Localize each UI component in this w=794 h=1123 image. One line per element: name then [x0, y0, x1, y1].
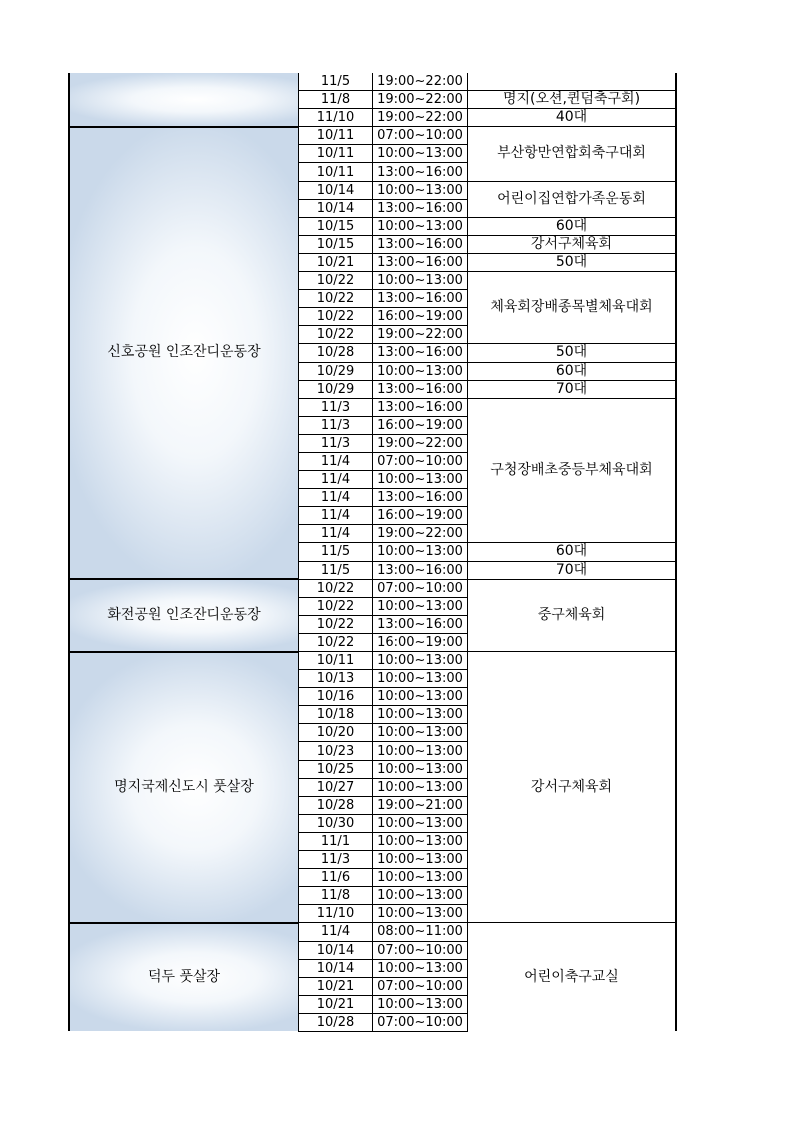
table-row [69, 127, 676, 145]
time-cell: 19:00~22:00 [373, 109, 468, 127]
date-cell: 11/10 [299, 905, 373, 923]
event-cell: 강서구체육회 [468, 235, 677, 253]
date-cell: 10/28 [299, 344, 373, 362]
time-cell: 19:00~22:00 [373, 91, 468, 109]
date-cell: 10/22 [299, 615, 373, 633]
time-cell: 10:00~13:00 [373, 869, 468, 887]
date-cell: 10/29 [299, 380, 373, 398]
table-row [69, 579, 676, 597]
time-cell: 13:00~16:00 [373, 235, 468, 253]
date-cell: 10/11 [299, 145, 373, 163]
time-cell: 10:00~13:00 [373, 742, 468, 760]
event-cell: 40대 [468, 109, 677, 127]
venue-name-cell: 덕두 풋살장 [69, 923, 299, 1032]
event-cell [468, 73, 677, 91]
date-cell: 11/4 [299, 452, 373, 470]
time-cell: 10:00~13:00 [373, 706, 468, 724]
time-cell: 10:00~13:00 [373, 760, 468, 778]
event-cell: 명지(오션,퀸덤축구회) [468, 91, 677, 109]
date-cell: 10/20 [299, 724, 373, 742]
date-cell: 10/30 [299, 814, 373, 832]
table-row [69, 923, 676, 941]
event-cell: 강서구체육회 [468, 652, 677, 923]
time-cell: 16:00~19:00 [373, 633, 468, 651]
date-cell: 10/27 [299, 778, 373, 796]
time-cell: 08:00~11:00 [373, 923, 468, 941]
date-cell: 11/1 [299, 832, 373, 850]
time-cell: 13:00~16:00 [373, 489, 468, 507]
date-cell: 10/23 [299, 742, 373, 760]
date-cell: 10/11 [299, 127, 373, 145]
date-cell: 11/4 [299, 923, 373, 941]
time-cell: 10:00~13:00 [373, 362, 468, 380]
date-cell: 10/18 [299, 706, 373, 724]
time-cell: 13:00~16:00 [373, 561, 468, 579]
date-cell: 10/13 [299, 670, 373, 688]
date-cell: 11/4 [299, 525, 373, 543]
date-cell: 11/3 [299, 434, 373, 452]
date-cell: 10/11 [299, 163, 373, 181]
date-cell: 11/8 [299, 887, 373, 905]
table-row [69, 73, 676, 91]
date-cell: 10/22 [299, 633, 373, 651]
time-cell: 07:00~10:00 [373, 977, 468, 995]
time-cell: 13:00~16:00 [373, 290, 468, 308]
event-cell: 체육회장배종목별체육대회 [468, 272, 677, 344]
time-cell: 16:00~19:00 [373, 308, 468, 326]
schedule-table-body [69, 73, 676, 1031]
event-cell: 60대 [468, 217, 677, 235]
time-cell: 10:00~13:00 [373, 905, 468, 923]
date-cell: 10/15 [299, 217, 373, 235]
time-cell: 10:00~13:00 [373, 652, 468, 670]
schedule-table [68, 73, 677, 1032]
time-cell: 10:00~13:00 [373, 778, 468, 796]
time-cell: 07:00~10:00 [373, 579, 468, 597]
date-cell: 10/11 [299, 652, 373, 670]
event-cell: 60대 [468, 362, 677, 380]
date-cell: 10/14 [299, 941, 373, 959]
time-cell: 19:00~22:00 [373, 434, 468, 452]
event-cell: 어린이축구교실 [468, 923, 677, 1032]
date-cell: 10/22 [299, 272, 373, 290]
event-cell: 구청장배초중등부체육대회 [468, 398, 677, 543]
time-cell: 10:00~13:00 [373, 597, 468, 615]
date-cell: 10/14 [299, 199, 373, 217]
time-cell: 10:00~13:00 [373, 272, 468, 290]
date-cell: 10/22 [299, 597, 373, 615]
venue-name-cell: 신호공원 인조잔디운동장 [69, 127, 299, 579]
venue-name-cell: 명지국제신도시 풋살장 [69, 652, 299, 923]
date-cell: 10/22 [299, 579, 373, 597]
venue-name-cell [69, 73, 299, 127]
date-cell: 11/5 [299, 543, 373, 561]
time-cell: 16:00~19:00 [373, 507, 468, 525]
date-cell: 11/4 [299, 489, 373, 507]
time-cell: 10:00~13:00 [373, 145, 468, 163]
date-cell: 11/3 [299, 398, 373, 416]
event-cell: 50대 [468, 253, 677, 271]
date-cell: 11/5 [299, 561, 373, 579]
venue-name-cell: 화전공원 인조잔디운동장 [69, 579, 299, 651]
date-cell: 10/28 [299, 1013, 373, 1031]
event-cell: 어린이집연합가족운동회 [468, 181, 677, 217]
time-cell: 10:00~13:00 [373, 471, 468, 489]
date-cell: 10/14 [299, 181, 373, 199]
time-cell: 10:00~13:00 [373, 887, 468, 905]
time-cell: 07:00~10:00 [373, 452, 468, 470]
time-cell: 10:00~13:00 [373, 814, 468, 832]
time-cell: 10:00~13:00 [373, 832, 468, 850]
time-cell: 07:00~10:00 [373, 1013, 468, 1031]
date-cell: 10/28 [299, 796, 373, 814]
date-cell: 10/25 [299, 760, 373, 778]
time-cell: 10:00~13:00 [373, 543, 468, 561]
time-cell: 13:00~16:00 [373, 163, 468, 181]
time-cell: 16:00~19:00 [373, 416, 468, 434]
time-cell: 10:00~13:00 [373, 181, 468, 199]
date-cell: 10/15 [299, 235, 373, 253]
time-cell: 13:00~16:00 [373, 344, 468, 362]
date-cell: 10/16 [299, 688, 373, 706]
time-cell: 19:00~21:00 [373, 796, 468, 814]
date-cell: 10/21 [299, 253, 373, 271]
date-cell: 10/14 [299, 959, 373, 977]
table-row [69, 652, 676, 670]
date-cell: 10/22 [299, 326, 373, 344]
event-cell: 중구체육회 [468, 579, 677, 651]
event-cell: 부산항만연합회축구대회 [468, 127, 677, 181]
time-cell: 10:00~13:00 [373, 851, 468, 869]
time-cell: 07:00~10:00 [373, 941, 468, 959]
date-cell: 11/8 [299, 91, 373, 109]
date-cell: 10/21 [299, 977, 373, 995]
time-cell: 10:00~13:00 [373, 217, 468, 235]
event-cell: 50대 [468, 344, 677, 362]
date-cell: 11/4 [299, 507, 373, 525]
event-cell: 60대 [468, 543, 677, 561]
event-cell: 70대 [468, 380, 677, 398]
event-cell: 70대 [468, 561, 677, 579]
time-cell: 19:00~22:00 [373, 326, 468, 344]
time-cell: 13:00~16:00 [373, 380, 468, 398]
time-cell: 13:00~16:00 [373, 615, 468, 633]
time-cell: 13:00~16:00 [373, 199, 468, 217]
date-cell: 10/22 [299, 308, 373, 326]
time-cell: 10:00~13:00 [373, 995, 468, 1013]
time-cell: 13:00~16:00 [373, 398, 468, 416]
time-cell: 19:00~22:00 [373, 525, 468, 543]
date-cell: 10/29 [299, 362, 373, 380]
time-cell: 10:00~13:00 [373, 688, 468, 706]
date-cell: 11/6 [299, 869, 373, 887]
date-cell: 10/22 [299, 290, 373, 308]
time-cell: 19:00~22:00 [373, 73, 468, 91]
date-cell: 11/5 [299, 73, 373, 91]
time-cell: 10:00~13:00 [373, 959, 468, 977]
date-cell: 10/21 [299, 995, 373, 1013]
time-cell: 07:00~10:00 [373, 127, 468, 145]
time-cell: 10:00~13:00 [373, 670, 468, 688]
date-cell: 11/3 [299, 851, 373, 869]
time-cell: 10:00~13:00 [373, 724, 468, 742]
date-cell: 11/10 [299, 109, 373, 127]
time-cell: 13:00~16:00 [373, 253, 468, 271]
date-cell: 11/3 [299, 416, 373, 434]
date-cell: 11/4 [299, 471, 373, 489]
